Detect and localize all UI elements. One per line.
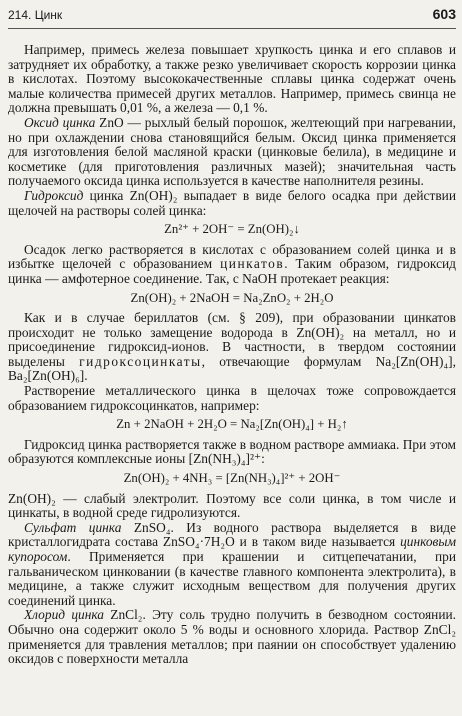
paragraph-zinc-oxide — [8, 116, 456, 189]
paragraph-text: Как и в случае бериллатов (см. § 209), при образовании цинкатов происходит не только замещение водорода в Zn(OH)₂ на металл, но и присоединение гидроксид-ионов. В частности, в твердом состоянии выделены — [8, 310, 456, 369]
term-zincates: цинкатов — [220, 256, 285, 272]
section-title: 214. Цинк — [8, 8, 63, 22]
term-zinc-oxide: Оксид цинка — [24, 114, 96, 130]
paragraph-impurities — [8, 43, 456, 116]
paragraph-electrolyte — [8, 492, 456, 521]
paragraph-text: . Применяется при крашении и ситцепечатании, при гальваническом цинковании (в качестве главного компонента электролита), в медицине, а также служит исходным веществом для получения других соединений цинка. — [8, 549, 456, 608]
paragraph-hydroxozincates — [8, 311, 456, 384]
term-zinc-chloride: Хлорид цинка — [24, 607, 104, 623]
paragraph-amphoteric — [8, 243, 456, 287]
equation-naoh: Zn(OH)₂ + 2NaOH = Na₂ZnO₂ + 2H₂O — [130, 290, 334, 305]
term-zinc-sulfate: Сульфат цинка — [24, 519, 122, 535]
paragraph-text: , отвечающие формулам Na₂[Zn(OH)₄], Ba₂[Zn(OH)₆]. — [8, 353, 456, 384]
paragraph-dissolution — [8, 384, 456, 413]
page-number: 603 — [432, 6, 456, 22]
term-hydroxozincates: гидроксоцинкаты — [79, 353, 202, 369]
equation-zinc-alkali: Zn + 2NaOH + 2H₂O = Na₂[Zn(OH)₄] + H₂↑ — [116, 417, 348, 432]
paragraph-zinc-sulfate — [8, 521, 456, 609]
term-zinc-vitriol: цинковым купоросом — [8, 534, 456, 564]
paragraph-text: Например, примесь железа повышает хрупкость цинка и его сплавов и затрудняет их обработку, а также резко увеличивает скорость коррозии цинка в кислотах. Поэтому высококачественные сплавы цинка содержат очень малые количества примесей других металлов. Например, примесь свинца не должна превышать 0,01 %, а железа — 0,1 %. — [8, 42, 456, 116]
paragraph-text: . Таким образом, гидроксид цинка — амфотерное соединение. Так, с NaOH протекает реакция: — [8, 256, 456, 286]
equation-precipitation: Zn²⁺ + 2OH⁻ = Zn(OH)₂↓ — [164, 222, 300, 237]
term-hydroxide: Гидроксид — [24, 187, 84, 203]
paragraph-text: ZnSO₄. Из водного раствора выделяется в виде кристаллогидрата состава ZnSO₄·7H₂O и в таком виде называется — [8, 519, 456, 550]
paragraph-text: Растворение металлического цинка в щелочах тоже сопровождается образованием гидроксоцинкатов, например: — [8, 383, 456, 413]
paragraph-text: Осадок легко растворяется в кислотах с образованием солей цинка и в избытке щелочей с образованием — [8, 241, 456, 272]
paragraph-zinc-chloride — [8, 608, 456, 666]
page-body — [8, 43, 456, 667]
paragraph-text: Гидроксид цинка растворяется также в водном растворе аммиака. При этом образуются комплексные ионы [Zn(NH₃)₄]²⁺: — [8, 436, 456, 467]
paragraph-text: цинка Zn(OH)₂ выпадает в виде белого осадка при действии щелочей на растворы солей цинка: — [8, 187, 456, 218]
paragraph-ammonia — [8, 438, 456, 467]
paragraph-zinc-hydroxide — [8, 189, 456, 218]
equation-ammonia: Zn(OH)₂ + 4NH₃ = [Zn(NH₃)₄]²⁺ + 2OH⁻ — [123, 471, 341, 486]
paragraph-text: Zn(OH)₂ — слабый электролит. Поэтому все соли цинка, в том числе и цинкаты, в водной среде гидролизуются. — [8, 490, 456, 521]
running-header — [8, 6, 456, 29]
paragraph-text: ZnO — рыхлый белый порошок, желтеющий при нагревании, но при охлаждении снова становящийся белым. Оксид цинка применяется для изготовления белой масляной краски (цинковые белила), в медицине и косметике (для приготовления различных мазей); значительная часть получаемого оксида цинка используется в качестве наполнителя резины. — [8, 114, 456, 189]
paragraph-text: ZnCl₂. Эту соль трудно получить в безводном состоянии. Обычно она содержит около 5 % воды и основного хлорида. Раствор ZnCl₂ применяется для травления металлов; при паянии он способствует удалению оксидов с поверхности металла — [8, 607, 456, 667]
